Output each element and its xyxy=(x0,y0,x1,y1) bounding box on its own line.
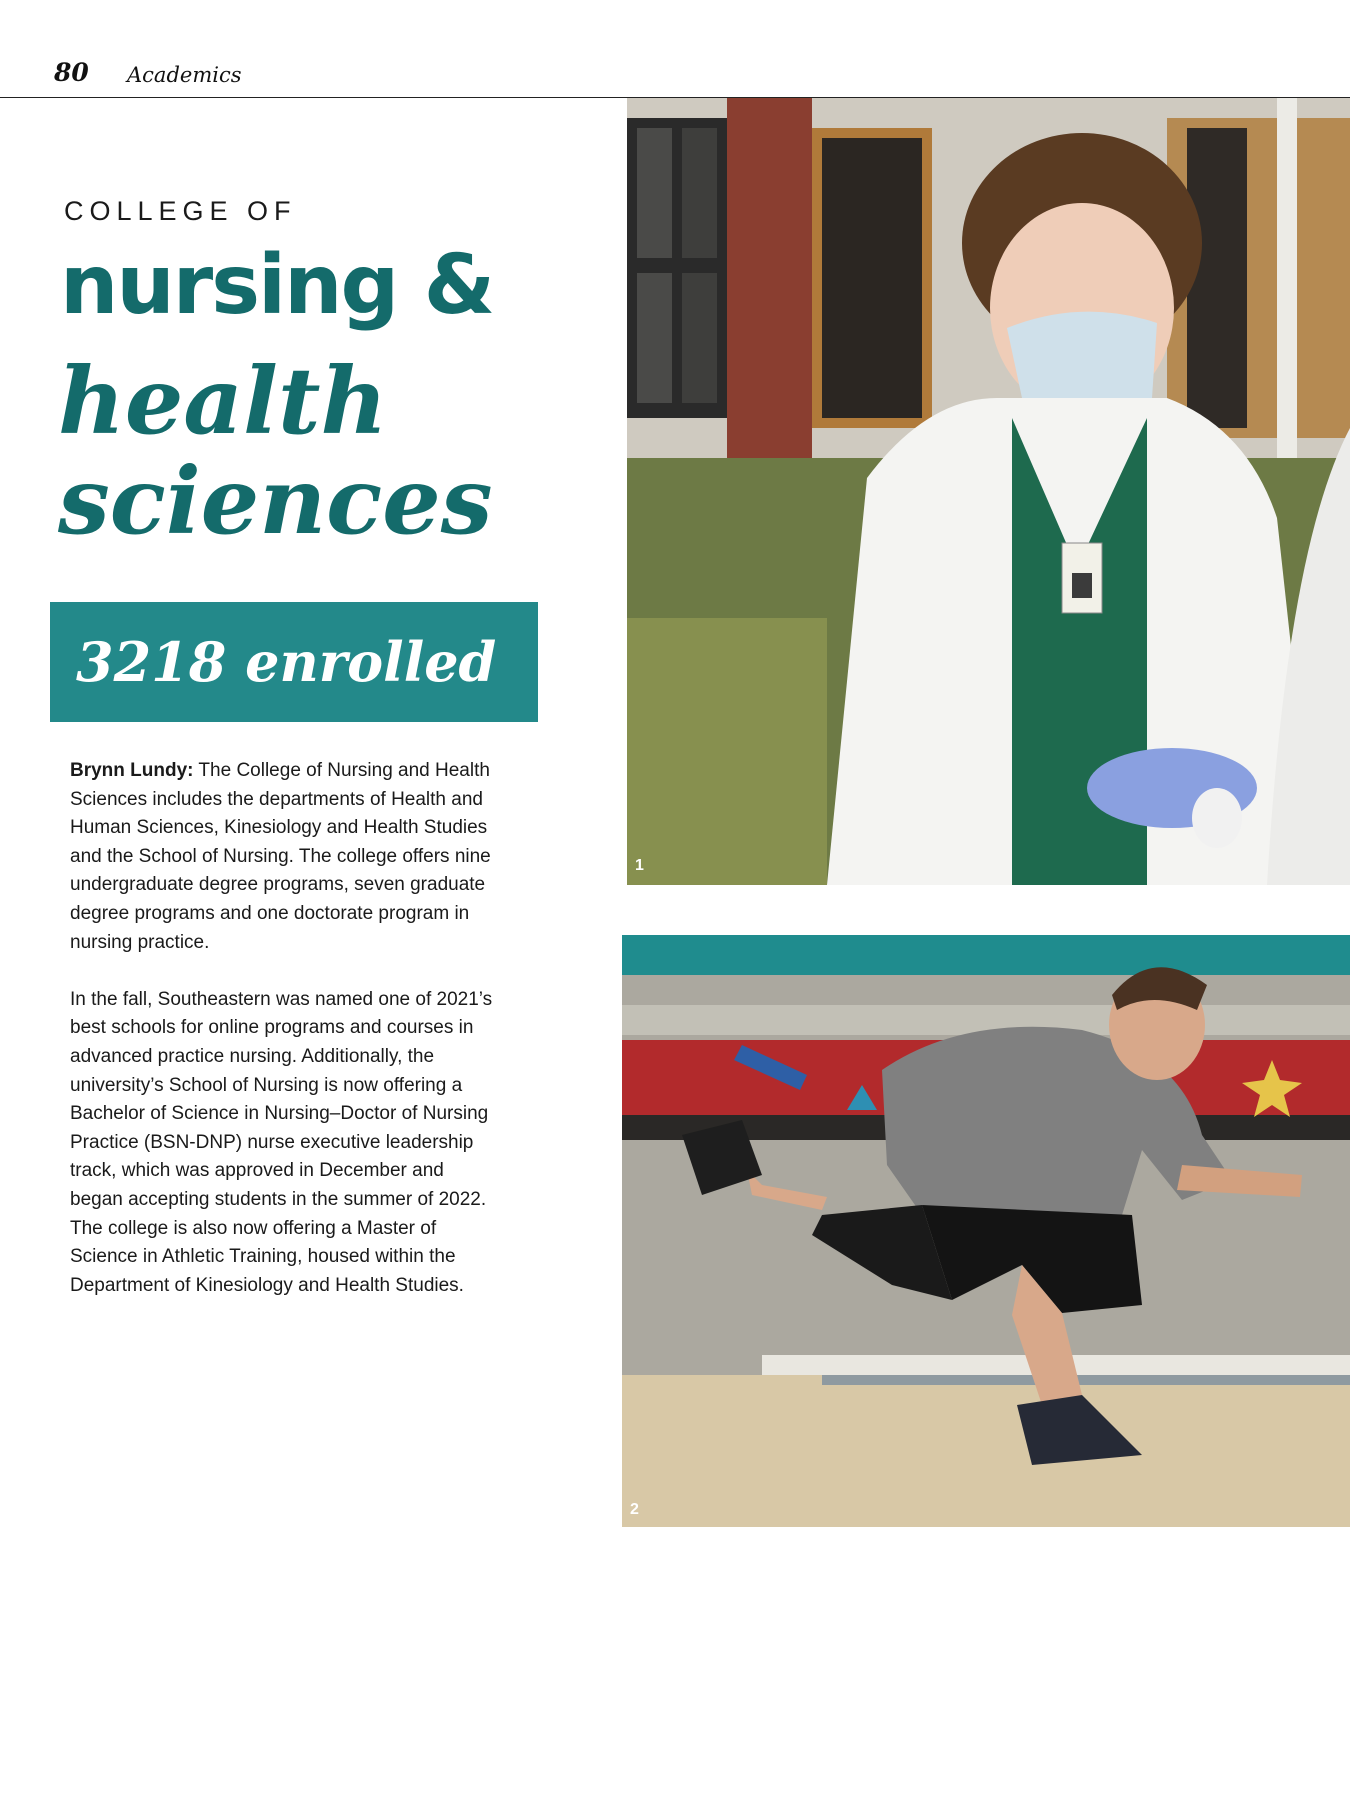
title-line-2: health xyxy=(58,347,388,455)
title-kicker: COLLEGE OF xyxy=(64,196,297,226)
article-body xyxy=(70,757,500,1329)
photo-bowling-student xyxy=(622,935,1350,1527)
photo-bowling-student-illustration xyxy=(622,935,1350,1527)
page-header xyxy=(0,0,1350,98)
paragraph-2: In the fall, Southeastern was named one of 2021’s best schools for online programs and courses in advanced practice nursing. Additionally, the university’s School of Nursing is now offering a Bachelor of Science in Nursing–Doctor of Nursing Practice (BSN-DNP) nurse executive leadership track, which was approved in December and began accepting students in the summer of 2022. The college is also now offering a Master of Science in Athletic Training, housed within the Department of Kinesiology and Health Studies. xyxy=(70,988,493,1296)
section-name: Academics xyxy=(127,63,242,87)
title-line-3: sciences xyxy=(58,447,493,555)
title-line-1: nursing & xyxy=(60,238,494,333)
photo-nursing-student xyxy=(627,98,1350,885)
photo-number-1: 1 xyxy=(635,857,644,874)
paragraph-1 xyxy=(70,757,500,957)
photo-nursing-student-illustration xyxy=(627,98,1350,885)
page-number: 80 xyxy=(54,58,89,87)
photo-number-2: 2 xyxy=(630,1501,639,1518)
author-name: Brynn Lundy: xyxy=(70,760,194,781)
enrollment-count: 3218 enrolled xyxy=(76,630,497,694)
paragraph-1-text: The College of Nursing and Health Sciences includes the departments of Health and Human Sciences, Kinesiology and Health Studies and the School of Nursing. The college offers nine undergraduate degree programs, seven graduate degree programs and one doctorate program in nursing practice. xyxy=(70,760,491,953)
enrollment-banner xyxy=(50,602,538,722)
